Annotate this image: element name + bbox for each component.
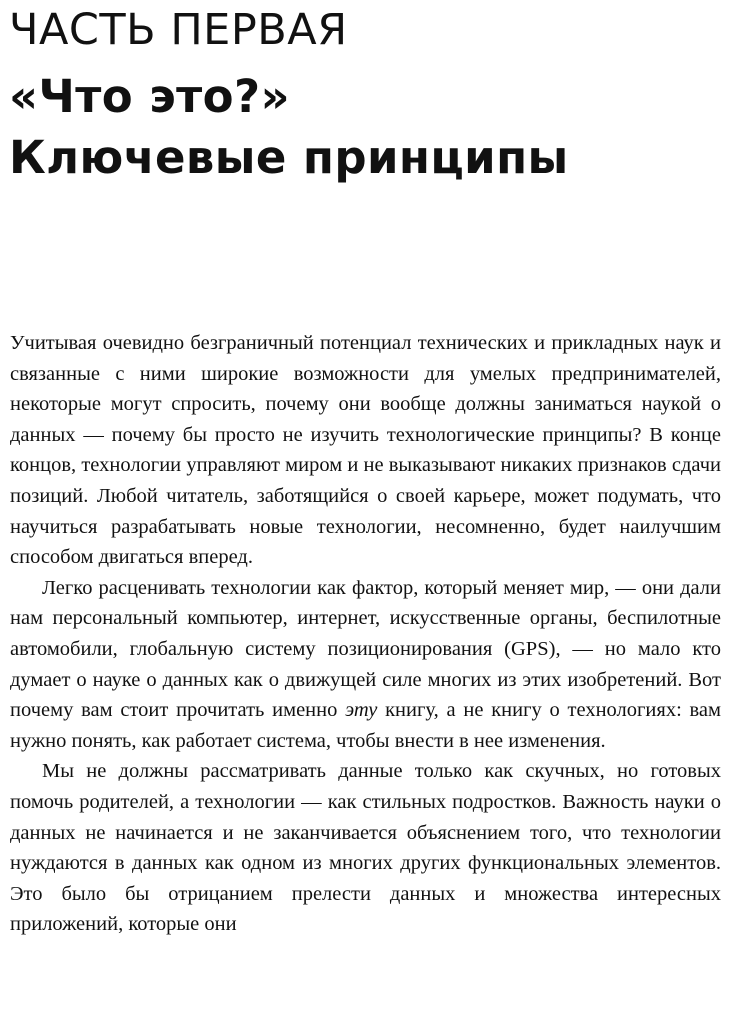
chapter-title-line-1: «Что это?» — [9, 70, 290, 123]
paragraph-2 — [10, 573, 721, 757]
paragraph-2-text-start: Легко расценивать технологии как фактор, который меняет мир, — они дали нам персональный компьютер, интернет, искусственные органы, беспилотные автомобили, глобальную систему позиционирования (GPS), — но мало кто думает о науке о данных как о движущей силе многих из этих изобретений. Вот почему вам стоит прочитать именно — [10, 576, 721, 722]
part-label: ЧАСТЬ ПЕРВАЯ — [9, 5, 348, 55]
chapter-title-line-2: Ключевые принципы — [9, 131, 569, 184]
paragraph-2-text-end: книгу, а не книгу о технологиях: вам нужно понять, как работает система, чтобы внести в нее изменения. — [10, 699, 722, 752]
paragraph-3: Мы не должны рассматривать данные только как скучных, но готовых помочь родителей, а технологии — как стильных подростков. Важность науки о данных не начинается и не заканчивается объяснением того, что технологии нуждаются в данных как одном из многих других функциональных элементов. Это было бы отрицанием прелести данных и множества интересных приложений, которые они — [10, 760, 721, 936]
paragraph-1: Учитывая очевидно безграничный потенциал технических и прикладных наук и связанные с ними широкие возможности для умелых предпринимателей, некоторые могут спросить, почему они вообще должны заниматься наукой о данных — почему бы просто не изучить технологические принципы? В конце концов, технологии управляют миром и не выказывают никаких признаков сдачи позиций. Любой читатель, заботящийся о своей карьере, может подумать, что научиться разрабатывать новые технологии, несомненно, будет наилучшим способом двигаться вперед. — [10, 332, 721, 569]
body-text — [10, 328, 721, 940]
chapter-title — [9, 66, 569, 188]
paragraph-2-emphasis: эту — [345, 699, 378, 722]
